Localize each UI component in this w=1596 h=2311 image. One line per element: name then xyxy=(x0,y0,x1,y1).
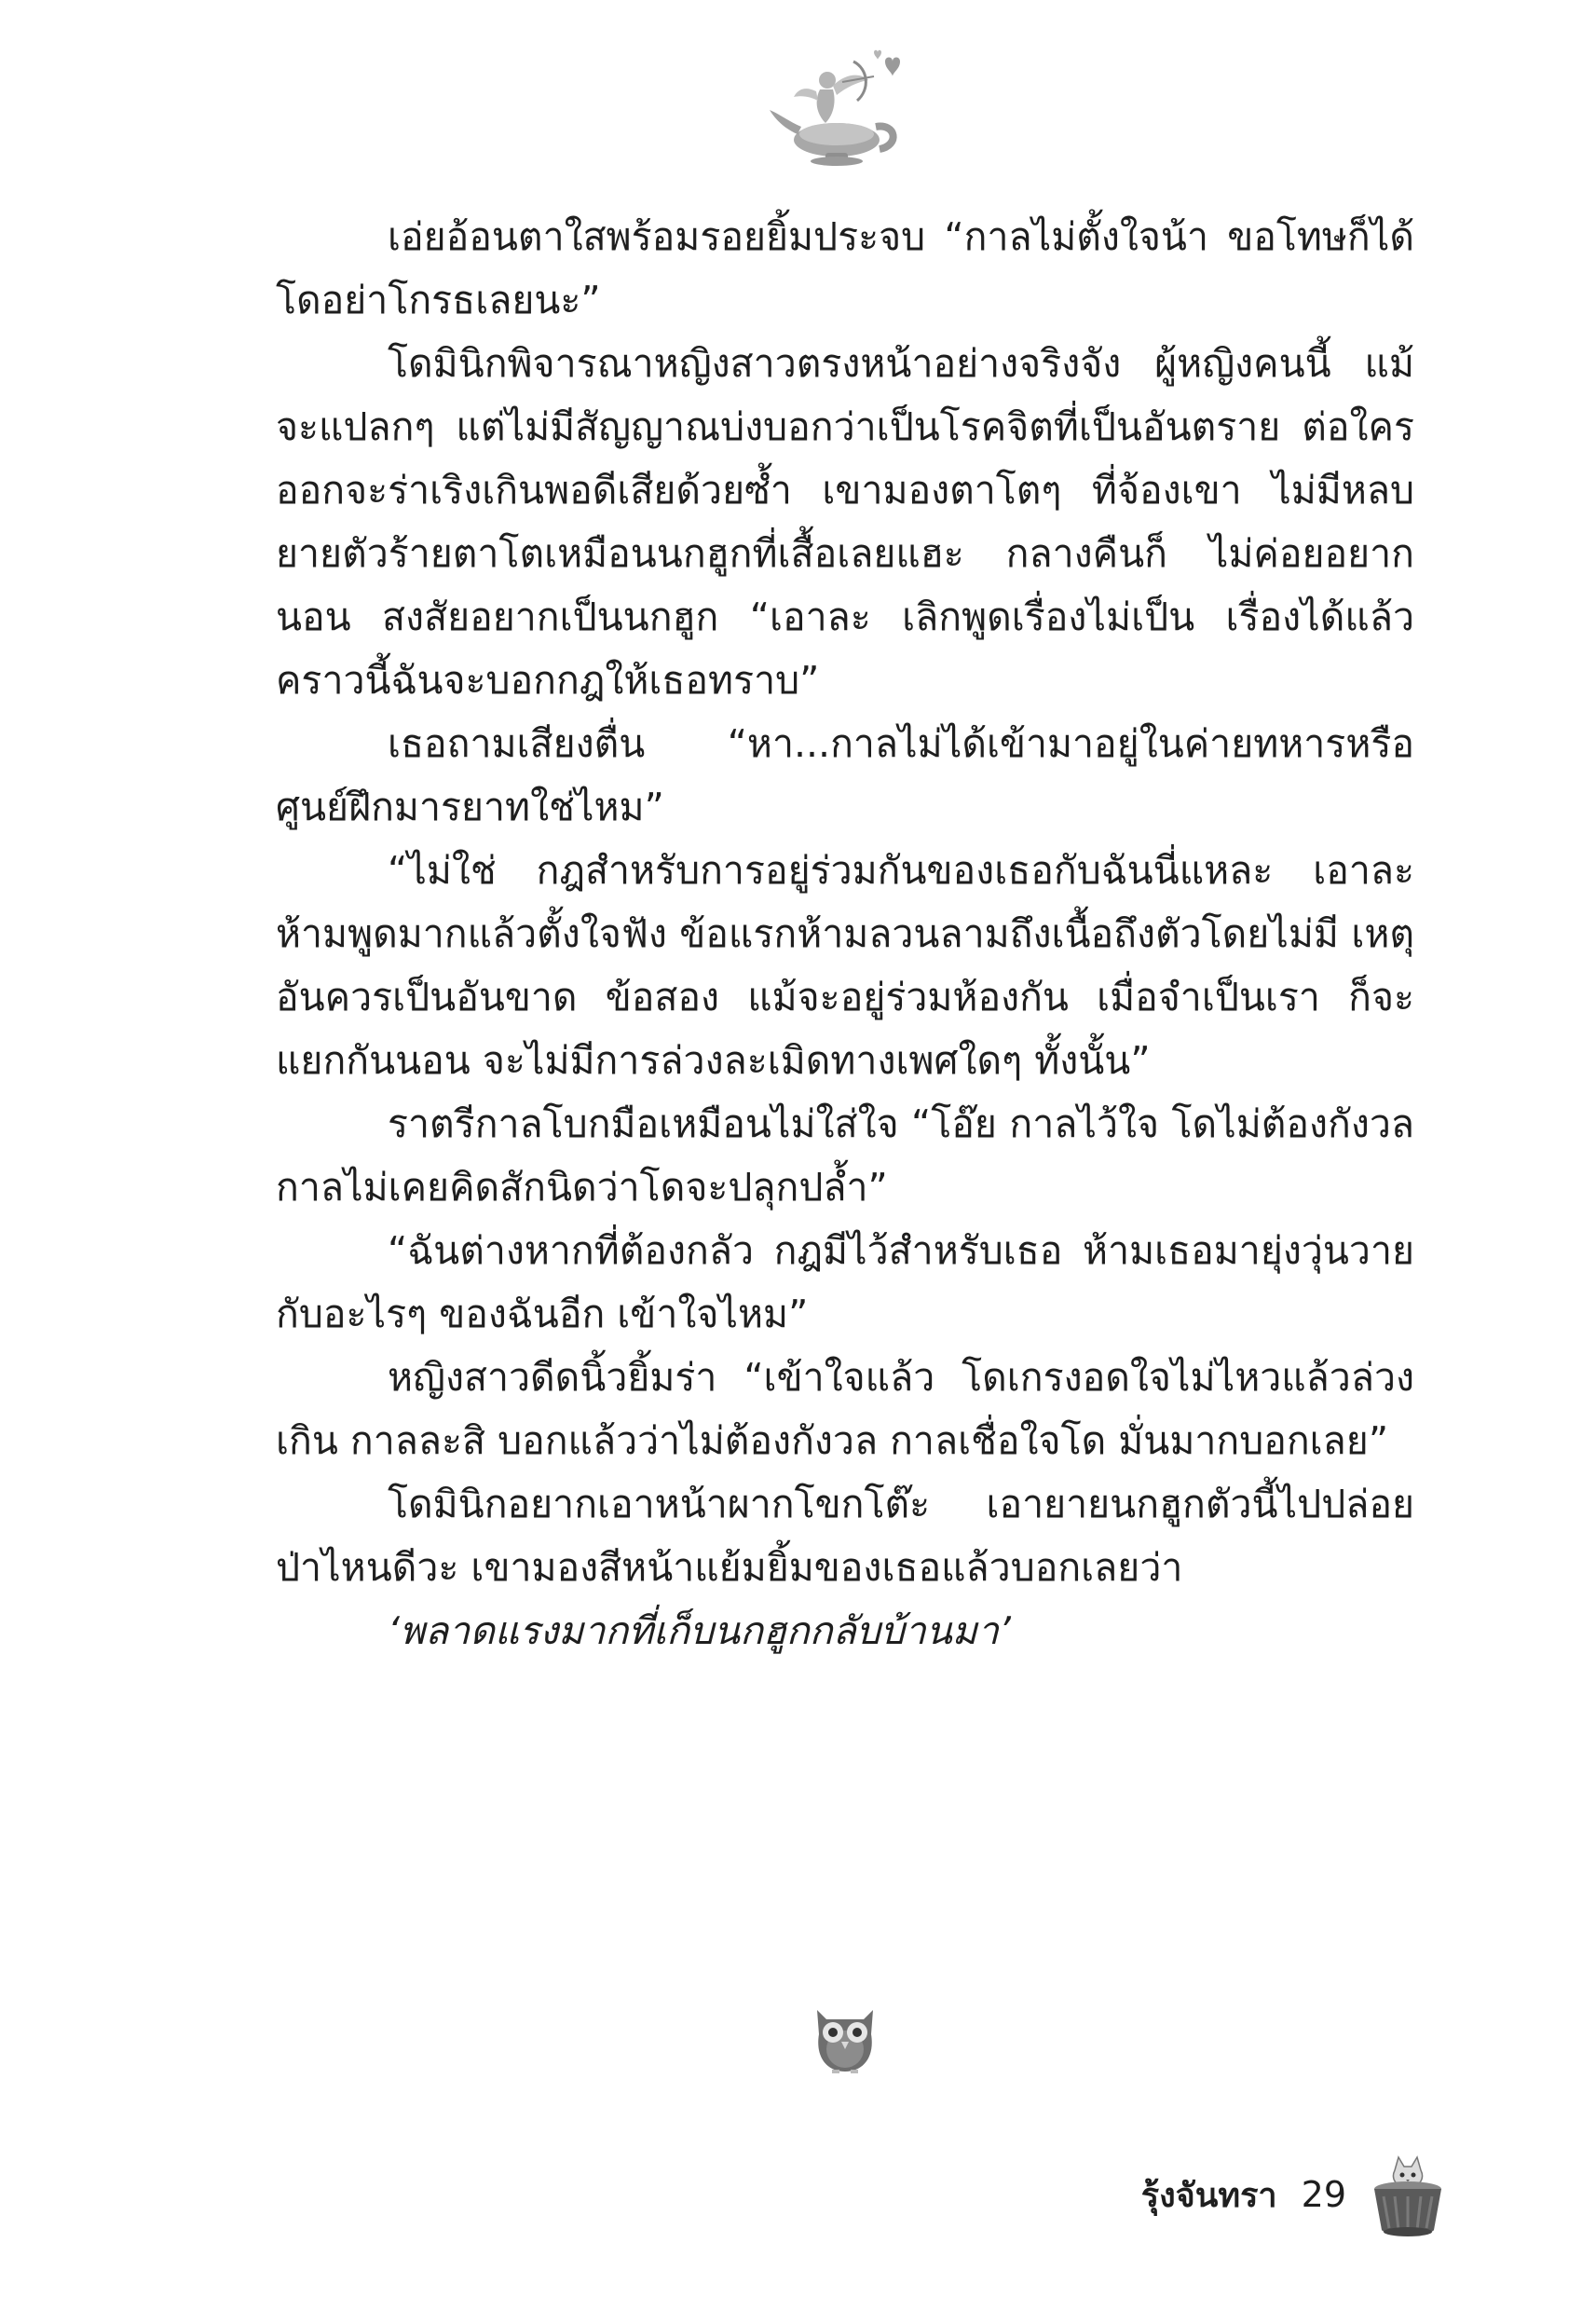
cat-in-cup-icon xyxy=(1371,2150,1445,2239)
paragraph: โดมินิกอยากเอาหน้าผากโขกโต๊ะ เอายายนกฮูกตัวนี้ไปปล่อย ป่าไหนดีวะ เขามองสีหน้าแย้มยิ้มของเธอแล้วบอกเลยว่า xyxy=(276,1482,1414,1590)
owl-icon xyxy=(810,1997,880,2075)
paragraph: เอ่ยอ้อนตาใสพร้อมรอยยิ้มประจบ “กาลไม่ตั้งใจน้า ขอโทษก็ได้ โดอย่าโกรธเลยนะ” xyxy=(276,214,1414,322)
teapot-cupid-ornament-icon xyxy=(764,48,913,170)
paragraph: โดมินิกพิจารณาหญิงสาวตรงหน้าอย่างจริงจัง ผู้หญิงคนนี้ แม้จะแปลกๆ แต่ไม่มีสัญญาณบ่งบอกว่าเป็นโรคจิตที่เป็นอันตราย ต่อใคร ออกจะร่าเริงเกินพอดีเสียด้วยซ้ำ เขามองตาโตๆ ที่จ้องเขา ไม่มีหลบ ยายตัวร้ายตาโตเหมือนนกฮูกที่เสื้อเลยแฮะ กลางคืนก็ ไม่ค่อยอยากนอน สงสัยอยากเป็นนกฮูก “เอาละ เลิกพูดเรื่องไม่เป็น เรื่องได้แล้ว คราวนี้ฉันจะบอกกฎให้เธอทราบ” xyxy=(276,341,1414,703)
paragraph: เธอถามเสียงตื่น “หา...กาลไม่ได้เข้ามาอยู่ในค่ายทหารหรือ ศูนย์ฝึกมารยาทใช่ไหม” xyxy=(276,721,1414,829)
paragraph: “ฉันต่างหากที่ต้องกลัว กฎมีไว้สำหรับเธอ ห้ามเธอมายุ่งวุ่นวาย กับอะไรๆ ของฉันอีก เข้าใจไหม” xyxy=(276,1228,1414,1336)
paragraph: ราตรีกาลโบกมือเหมือนไม่ใส่ใจ “โอ๊ย กาลไว้ใจ โดไม่ต้องกังวล กาลไม่เคยคิดสักนิดว่าโดจะปลุกปล้ำ” xyxy=(276,1101,1414,1210)
page-footer xyxy=(1141,2143,1445,2246)
paragraph: หญิงสาวดีดนิ้วยิ้มร่า “เข้าใจแล้ว โดเกรงอดใจไม่ไหวแล้วล่วงเกิน กาลละสิ บอกแล้วว่าไม่ต้องกังวล กาลเชื่อใจโด มั่นมากบอกเลย” xyxy=(276,1355,1414,1463)
page-number: 29 xyxy=(1301,2174,1346,2215)
closing-thought: ‘พลาดแรงมากที่เก็บนกฮูกกลับบ้านมา’ xyxy=(388,1608,1011,1653)
paragraph: “ไม่ใช่ กฎสำหรับการอยู่ร่วมกันของเธอกับฉันนี่แหละ เอาละ ห้ามพูดมากแล้วตั้งใจฟัง ข้อแรกห้ามลวนลามถึงเนื้อถึงตัวโดยไม่มี เหตุอันควรเป็นอันขาด ข้อสอง แม้จะอยู่ร่วมห้องกัน เมื่อจำเป็นเรา ก็จะแยกกันนอน จะไม่มีการล่วงละเมิดทางเพศใดๆ ทั้งนั้น” xyxy=(276,848,1414,1083)
body-text xyxy=(276,205,1414,1662)
running-title: รุ้งจันทรา xyxy=(1140,2176,1277,2215)
